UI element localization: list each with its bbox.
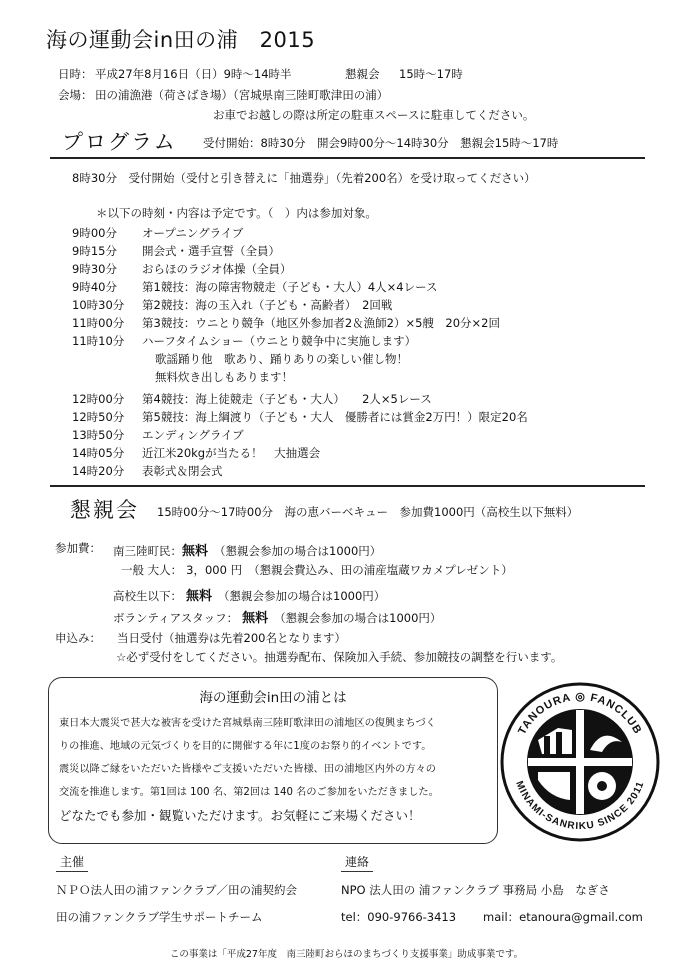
fanclub-logo <box>498 680 662 844</box>
fee-price: 無料 <box>186 589 213 604</box>
program-desc: 第2競技：海の玉入れ（子ども・高齢者） 2回戦 <box>142 298 393 312</box>
contact-mail: mail：etanoura@gmail.com <box>483 910 643 924</box>
fee-note: （懇親会参加の場合は1000円） <box>214 544 382 558</box>
program-time: 12時00分 <box>72 392 125 406</box>
program-desc: 第1競技：海の障害物競走（子ども・大人）4人×4レース <box>142 280 438 294</box>
party-heading: 懇親会 <box>70 498 139 522</box>
program-time: 14時20分 <box>72 464 125 478</box>
program-desc: 近江米20kgが当たる！ 大抽選会 <box>142 446 321 460</box>
program-time: 12時50分 <box>72 410 125 424</box>
program-desc: オープニングライブ <box>142 226 244 240</box>
fee-label: 参加費： <box>55 541 101 555</box>
date-label: 日時： <box>58 67 93 81</box>
organizer-label: 主催 <box>56 852 88 872</box>
about-line: りの推進、地域の元気づくりを目的に開催する年に1度のお祭り的イベントです。 <box>59 741 432 752</box>
venue-label: 会場： <box>58 88 93 102</box>
contact-label: 連絡 <box>341 852 373 872</box>
fee-price: 無料 <box>182 544 209 559</box>
program-time: 9時30分 <box>72 262 117 276</box>
halftime-sub: 無料炊き出しもあります！ <box>155 370 293 384</box>
about-line: 交流を推進します。第1回は 100 名、第2回は 140 名のご参加をいただきました。 <box>59 787 439 798</box>
program-time: 9時00分 <box>72 226 117 240</box>
apply-value: 当日受付（抽選券は先着200名となります） <box>117 631 346 645</box>
fee-note: （懇親会参加の場合は1000円） <box>274 611 442 625</box>
program-desc: ハーフタイムショー（ウニとり競争中に実施します） <box>142 334 417 348</box>
fee-row-volunteers <box>113 607 441 626</box>
about-line: 東日本大震災で甚大な被害を受けた宮城県南三陸町歌津田の浦地区の復興まちづく <box>59 718 436 729</box>
program-desc: 表彰式＆閉会式 <box>142 464 223 478</box>
logo-text-bottom: MINAMI-SANRIKU SINCE 2011 <box>513 779 647 833</box>
fee-who: ボランティアスタッフ： <box>113 611 239 625</box>
schedule-note: ＊以下の時刻・内容は予定です。（ ）内は参加対象。 <box>96 206 377 220</box>
fee-price: 無料 <box>242 611 269 626</box>
program-desc: 第4競技：海上徒競走（子ども・大人） 2人×5レース <box>142 392 432 406</box>
fee-row-students <box>113 585 385 604</box>
apply-note: ☆必ず受付をしてください。抽選券配布、保険加入手続、参加競技の調整を行います。 <box>116 650 563 664</box>
program-summary: 受付開始：8時30分 開会9時00分～14時30分 懇親会15時～17時 <box>203 136 559 150</box>
apply-label: 申込み： <box>55 631 101 645</box>
program-heading: プログラム <box>62 130 177 154</box>
program-time: 14時05分 <box>72 446 125 460</box>
program-divider <box>50 157 645 159</box>
program-desc: 第5競技：海上綱渡り（子ども・大人 優勝者には賞金2万円！）限定20名 <box>142 410 528 424</box>
party-divider <box>50 485 645 487</box>
program-time: 9時40分 <box>72 280 117 294</box>
page-title: 海の運動会in田の浦 2015 <box>46 28 316 52</box>
fee-row-adult <box>121 562 513 578</box>
fee-who: 高校生以下： <box>113 589 182 603</box>
about-closing: どなたでも参加・観覧いただけます。お気軽にご来場ください！ <box>59 808 421 823</box>
program-desc: おらほのラジオ体操（全員） <box>142 262 292 276</box>
reception-line: 8時30分 受付開始（受付と引き替えに「抽選券」（先着200名）を受け取ってください） <box>72 171 536 185</box>
fee-price: 3，000 円 <box>186 563 243 577</box>
about-body <box>59 712 491 827</box>
organizer-line: ＮＰＯ法人田の浦ファンクラブ／田の浦契約会 <box>56 883 298 897</box>
contact-tel: tel：090-9766-3413 <box>341 910 457 924</box>
fee-note: （懇親会費込み、田の浦産塩蔵ワカメプレゼント） <box>248 563 513 577</box>
halftime-sub: 歌謡踊り他 歌あり、踊りありの楽しい催し物！ <box>155 352 408 366</box>
contact-line: NPO 法人田の 浦ファンクラブ 事務局 小島 なぎさ <box>341 883 610 897</box>
program-time: 10時30分 <box>72 298 125 312</box>
program-desc: エンディングライブ <box>142 428 244 442</box>
program-time: 11時10分 <box>72 334 125 348</box>
venue-value: 田の浦漁港（荷さばき場）（宮城県南三陸町歌津田の浦） <box>95 88 389 102</box>
parking-note: お車でお越しの際は所定の駐車スペースに駐車してください。 <box>213 108 535 122</box>
fee-row-locals <box>113 540 381 559</box>
program-time: 11時00分 <box>72 316 125 330</box>
program-desc: 第3競技：ウニとり競争（地区外参加者2＆漁師2）×5艘 20分×2回 <box>142 316 500 330</box>
organizer-line: 田の浦ファンクラブ学生サポートチーム <box>56 910 263 924</box>
logo-text-top: TANOURA ◎ FANCLUB <box>516 690 644 737</box>
program-desc: 開会式・選手宣誓（全員） <box>142 244 280 258</box>
program-time: 13時50分 <box>72 428 125 442</box>
fee-who: 南三陸町民： <box>113 544 182 558</box>
about-line: 震災以降ご縁をいただいた皆様やご支援いただいた皆様、田の浦地区内外の方々の <box>59 764 436 775</box>
about-box <box>48 677 498 844</box>
logo-emblem-icon <box>498 680 662 844</box>
fee-who: 一般 大人： <box>121 563 183 577</box>
fee-note: （懇親会参加の場合は1000円） <box>218 589 386 603</box>
program-time: 9時15分 <box>72 244 117 258</box>
date-value: 平成27年8月16日（日）9時～14時半 <box>95 67 292 81</box>
party-time: 15時～17時 <box>399 67 463 81</box>
funding-note: この事業は「平成27年度 南三陸町おらほのまちづくり支援事業」助成事業です。 <box>169 949 524 960</box>
party-label: 懇親会 <box>345 67 380 81</box>
about-title: 海の運動会in田の浦とは <box>199 690 347 706</box>
party-summary: 15時00分～17時00分 海の恵バーベキュー 参加費1000円（高校生以下無料） <box>157 505 579 519</box>
